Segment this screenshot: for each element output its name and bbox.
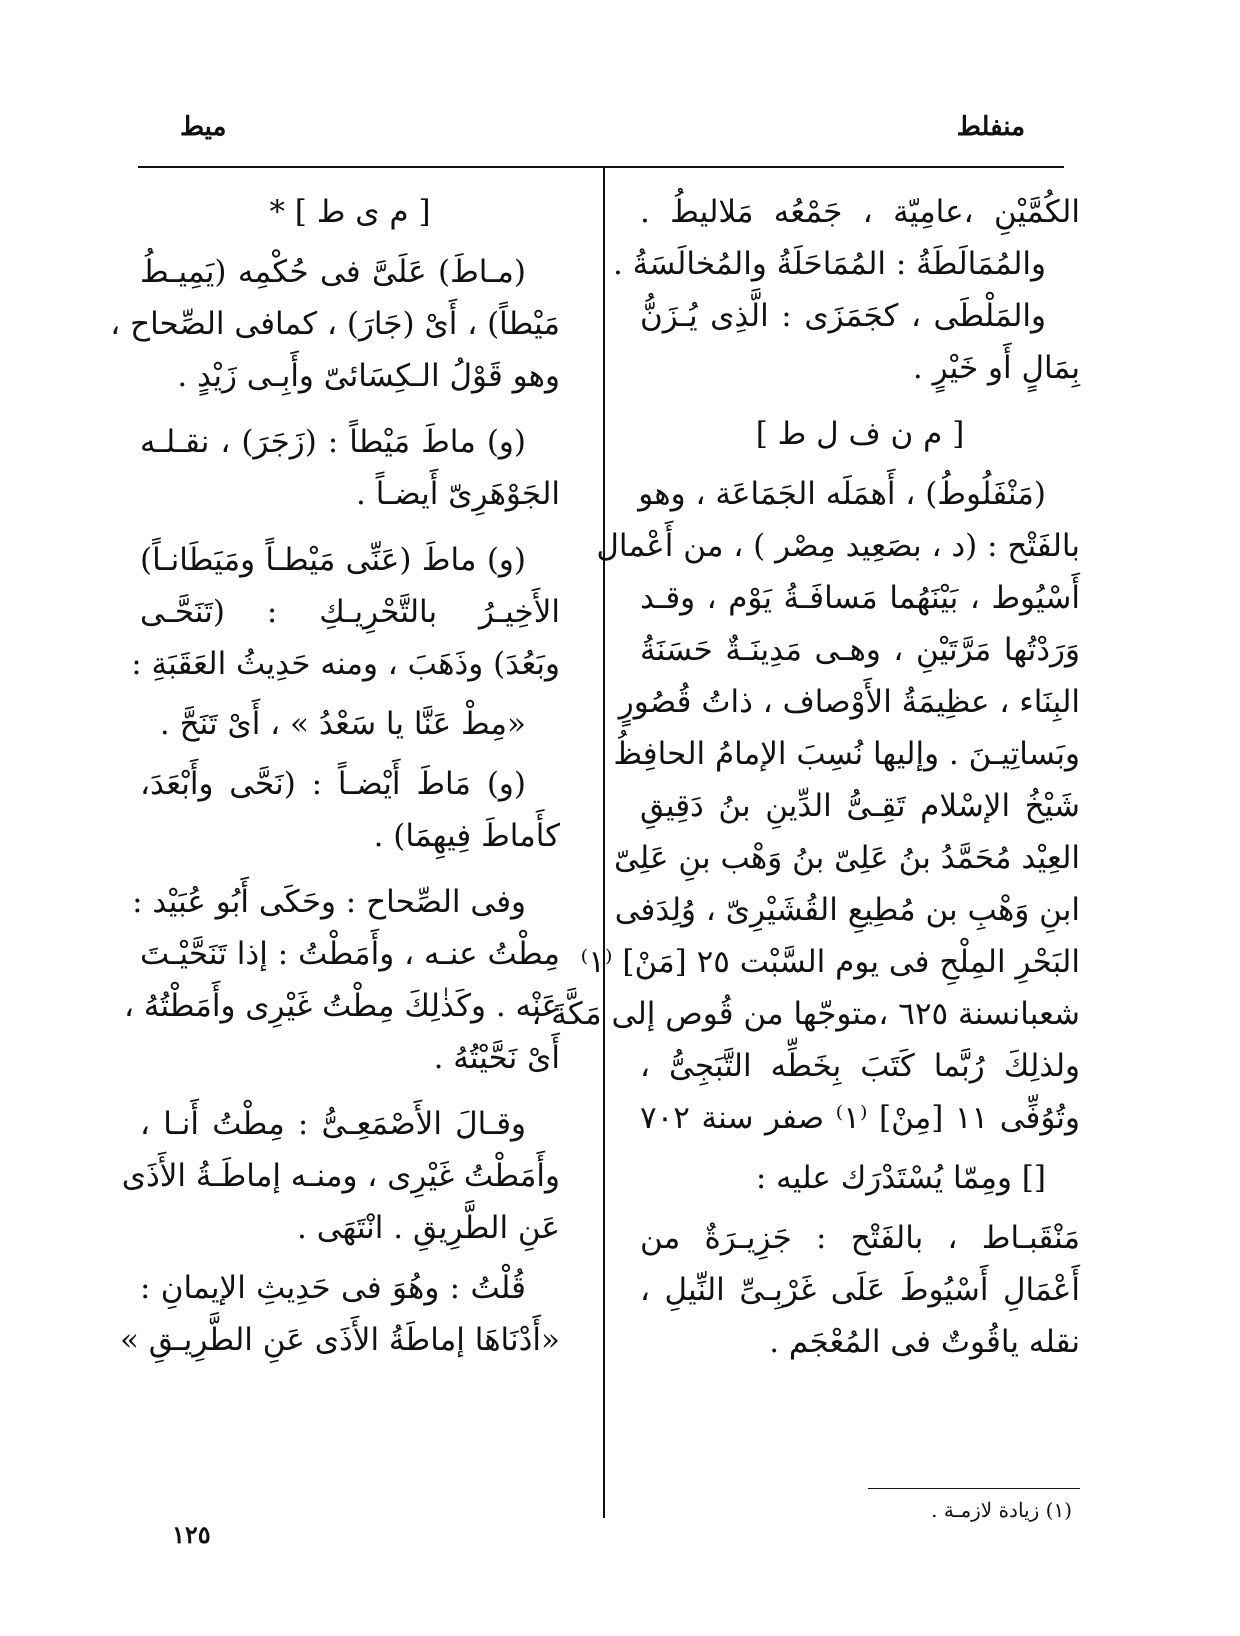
- text-line: شَيْخُ الإسْلام تَقِـىُّ الدِّينِ بنُ دَقِيقِ: [640, 788, 1080, 824]
- running-header-right: منفلط: [956, 112, 1025, 142]
- text-line: الأَخِيـرُ بالتَّحْرِيـكِ : (تَنَحَّـى: [140, 594, 560, 630]
- text-line: (مـاطَ) عَلَىَّ فى حُكْمِه (يَمِيـطُ: [140, 254, 526, 290]
- entry-header-mnflt: [ م ن ف ل ط ]: [755, 416, 965, 452]
- text-line: قُلْتُ : وهُوَ فى حَدِيثِ الإيمانِ :: [140, 1270, 526, 1306]
- text-line: أَعْمَالِ أَسْيُوطَ عَلَى غَرْبِـىِّ النِّيلِ ،: [640, 1272, 1080, 1308]
- text-line: عَنِ الطَّرِيقِ . انْتَهَى .: [296, 1210, 560, 1246]
- text-line: والمَلْطَى ، كجَمَزَى : الَّذِى يُـزَنُّ: [640, 298, 1046, 334]
- text-line: نقله ياقُوتٌ فى المُعْجَم .: [769, 1324, 1080, 1360]
- text-line: وَرَدْتُها مَرَّتَيْنِ ، وهـى مَدِينَـةٌ حَسَنَةُ: [640, 632, 1080, 668]
- text-line: ابنِ وَهْبِ بن مُطِيعِ القُشَيْرِىّ ، وُلِدَفى: [614, 892, 1080, 928]
- text-line: بِمَالٍ أَو خَيْرٍ .: [912, 350, 1080, 386]
- text-line: (و) ماطَ مَيْطاً : (زَجَرَ) ، نقـلـه: [140, 424, 526, 460]
- text-line: وبَساتِيـنَ . وإليها نُسِبَ الإمامُ الحافِظُ: [613, 736, 1080, 772]
- text-line: مَنْقَبـاط ، بالفَتْح : جَزِيـرَةٌ من: [640, 1220, 1080, 1256]
- right-column: [531, 186, 1080, 1368]
- text-line: الكُمَّيْنِ ،عامِيّة ، جَمْعُه مَلاليطُ .: [640, 194, 1080, 230]
- text-line: (مَنْفَلُوطُ) ، أَهمَلَه الجَمَاعَة ، وهو: [638, 476, 1046, 512]
- text-line: شعبانسنة ٦٢٥ ،متوجّها من قُوص إلى مَكَّةَ ،: [531, 996, 1080, 1032]
- text-line: «أَدْنَاهَا إماطَةُ الأَذَى عَنِ الطَّرِيـقِ »: [119, 1322, 560, 1358]
- text-line: الجَوْهَرِىّ أَيضـاً .: [355, 476, 560, 512]
- text-line: مَيْطاً) ، أَىْ (جَارَ) ، كمافى الصِّحاح ،: [110, 306, 560, 342]
- text-line: البِنَاء ، عظِيمَةُ الأَوْصاف ، ذاتُ قُصُورٍ: [618, 684, 1080, 720]
- text-line: عَنْه . وكَذٰلِكَ مِطْتُ غَيْرِى وأَمَطْتُهُ ،: [123, 988, 560, 1024]
- text-line: والمُمَالَطَةُ : المُمَاحَلَةُ والمُخالَسَةُ .: [612, 246, 1046, 282]
- left-column: [110, 186, 560, 1366]
- page-number: ١٢٥: [172, 1520, 211, 1549]
- footnote-rule: [868, 1488, 1080, 1489]
- entry-header-myt: [ م ى ط ] *: [269, 194, 431, 230]
- column-divider: [603, 168, 605, 1518]
- text-line: «مِطْ عَنَّا يا سَعْدُ » ، أَىْ تَنَحَّ .: [159, 706, 526, 742]
- running-header-left: ميط: [180, 112, 227, 142]
- text-line: وبَعُدَ) وذَهَبَ ، ومنه حَدِيثُ العَقَبَةِ :: [131, 646, 560, 682]
- text-line: وأَمَطْتُ غَيْرِى ، ومنـه إماطَـةُ الأَذَى: [121, 1158, 560, 1194]
- text-line: وقـالَ الأَصْمَعِـىُّ : مِطْتُ أَنـا ،: [140, 1106, 526, 1142]
- text-line: أَسْيُوط ، بَيْنَهُما مَسافَـةُ يَوْم ، وقـد: [640, 580, 1080, 616]
- footnote: (١) زيادة لازمـة .: [931, 1498, 1072, 1522]
- text-line: أَىْ نَحَّيْتُهُ .: [433, 1040, 560, 1076]
- text-line: العِيْد مُحَمَّدُ بنُ عَلِىّ بنُ وَهْب بنِ عَلِىّ: [613, 840, 1080, 876]
- header-rule: [138, 166, 1064, 168]
- text-line: (و) مَاطَ أَيْضـاً : (نَحَّى وأَبْعَدَ،: [140, 766, 526, 802]
- text-line: وفى الصِّحاح : وحَكَى أَبُو عُبَيْد :: [132, 884, 526, 920]
- text-line: مِطْتُ عنـه ، وأَمَطْتُ : إذا تَنَحَّيْـتَ: [140, 936, 560, 972]
- mustadrak-heading: [] ومِمّا يُسْتَدْرَك عليه :: [755, 1160, 1046, 1196]
- text-line: وتُوُفِّى ١١ [مِنْ] ⁽١⁾ صفر سنة ٧٠٢: [640, 1100, 1080, 1136]
- text-line: بالفَتْح : (د ، بصَعِيد مِصْر ) ، من أَعْمال: [596, 528, 1080, 564]
- text-line: ولذلِكَ رُبَّما كَتَبَ بِخَطِّه التَّبَجِىُّ ،: [640, 1048, 1080, 1084]
- text-line: وهو قَوْلُ الـكِسَائىّ وأَبِـى زَيْدٍ .: [177, 358, 560, 394]
- text-line: كأَماطَ فِيهِمَا) .: [373, 818, 560, 854]
- text-line: (و) ماطَ (عَنِّى مَيْطـاً ومَيَطَانـاً): [140, 542, 526, 578]
- text-line: البَحْرِ المِلْحِ فى يوم السَّبْت ٢٥ [مَنْ] ⁽١⁾: [580, 944, 1080, 980]
